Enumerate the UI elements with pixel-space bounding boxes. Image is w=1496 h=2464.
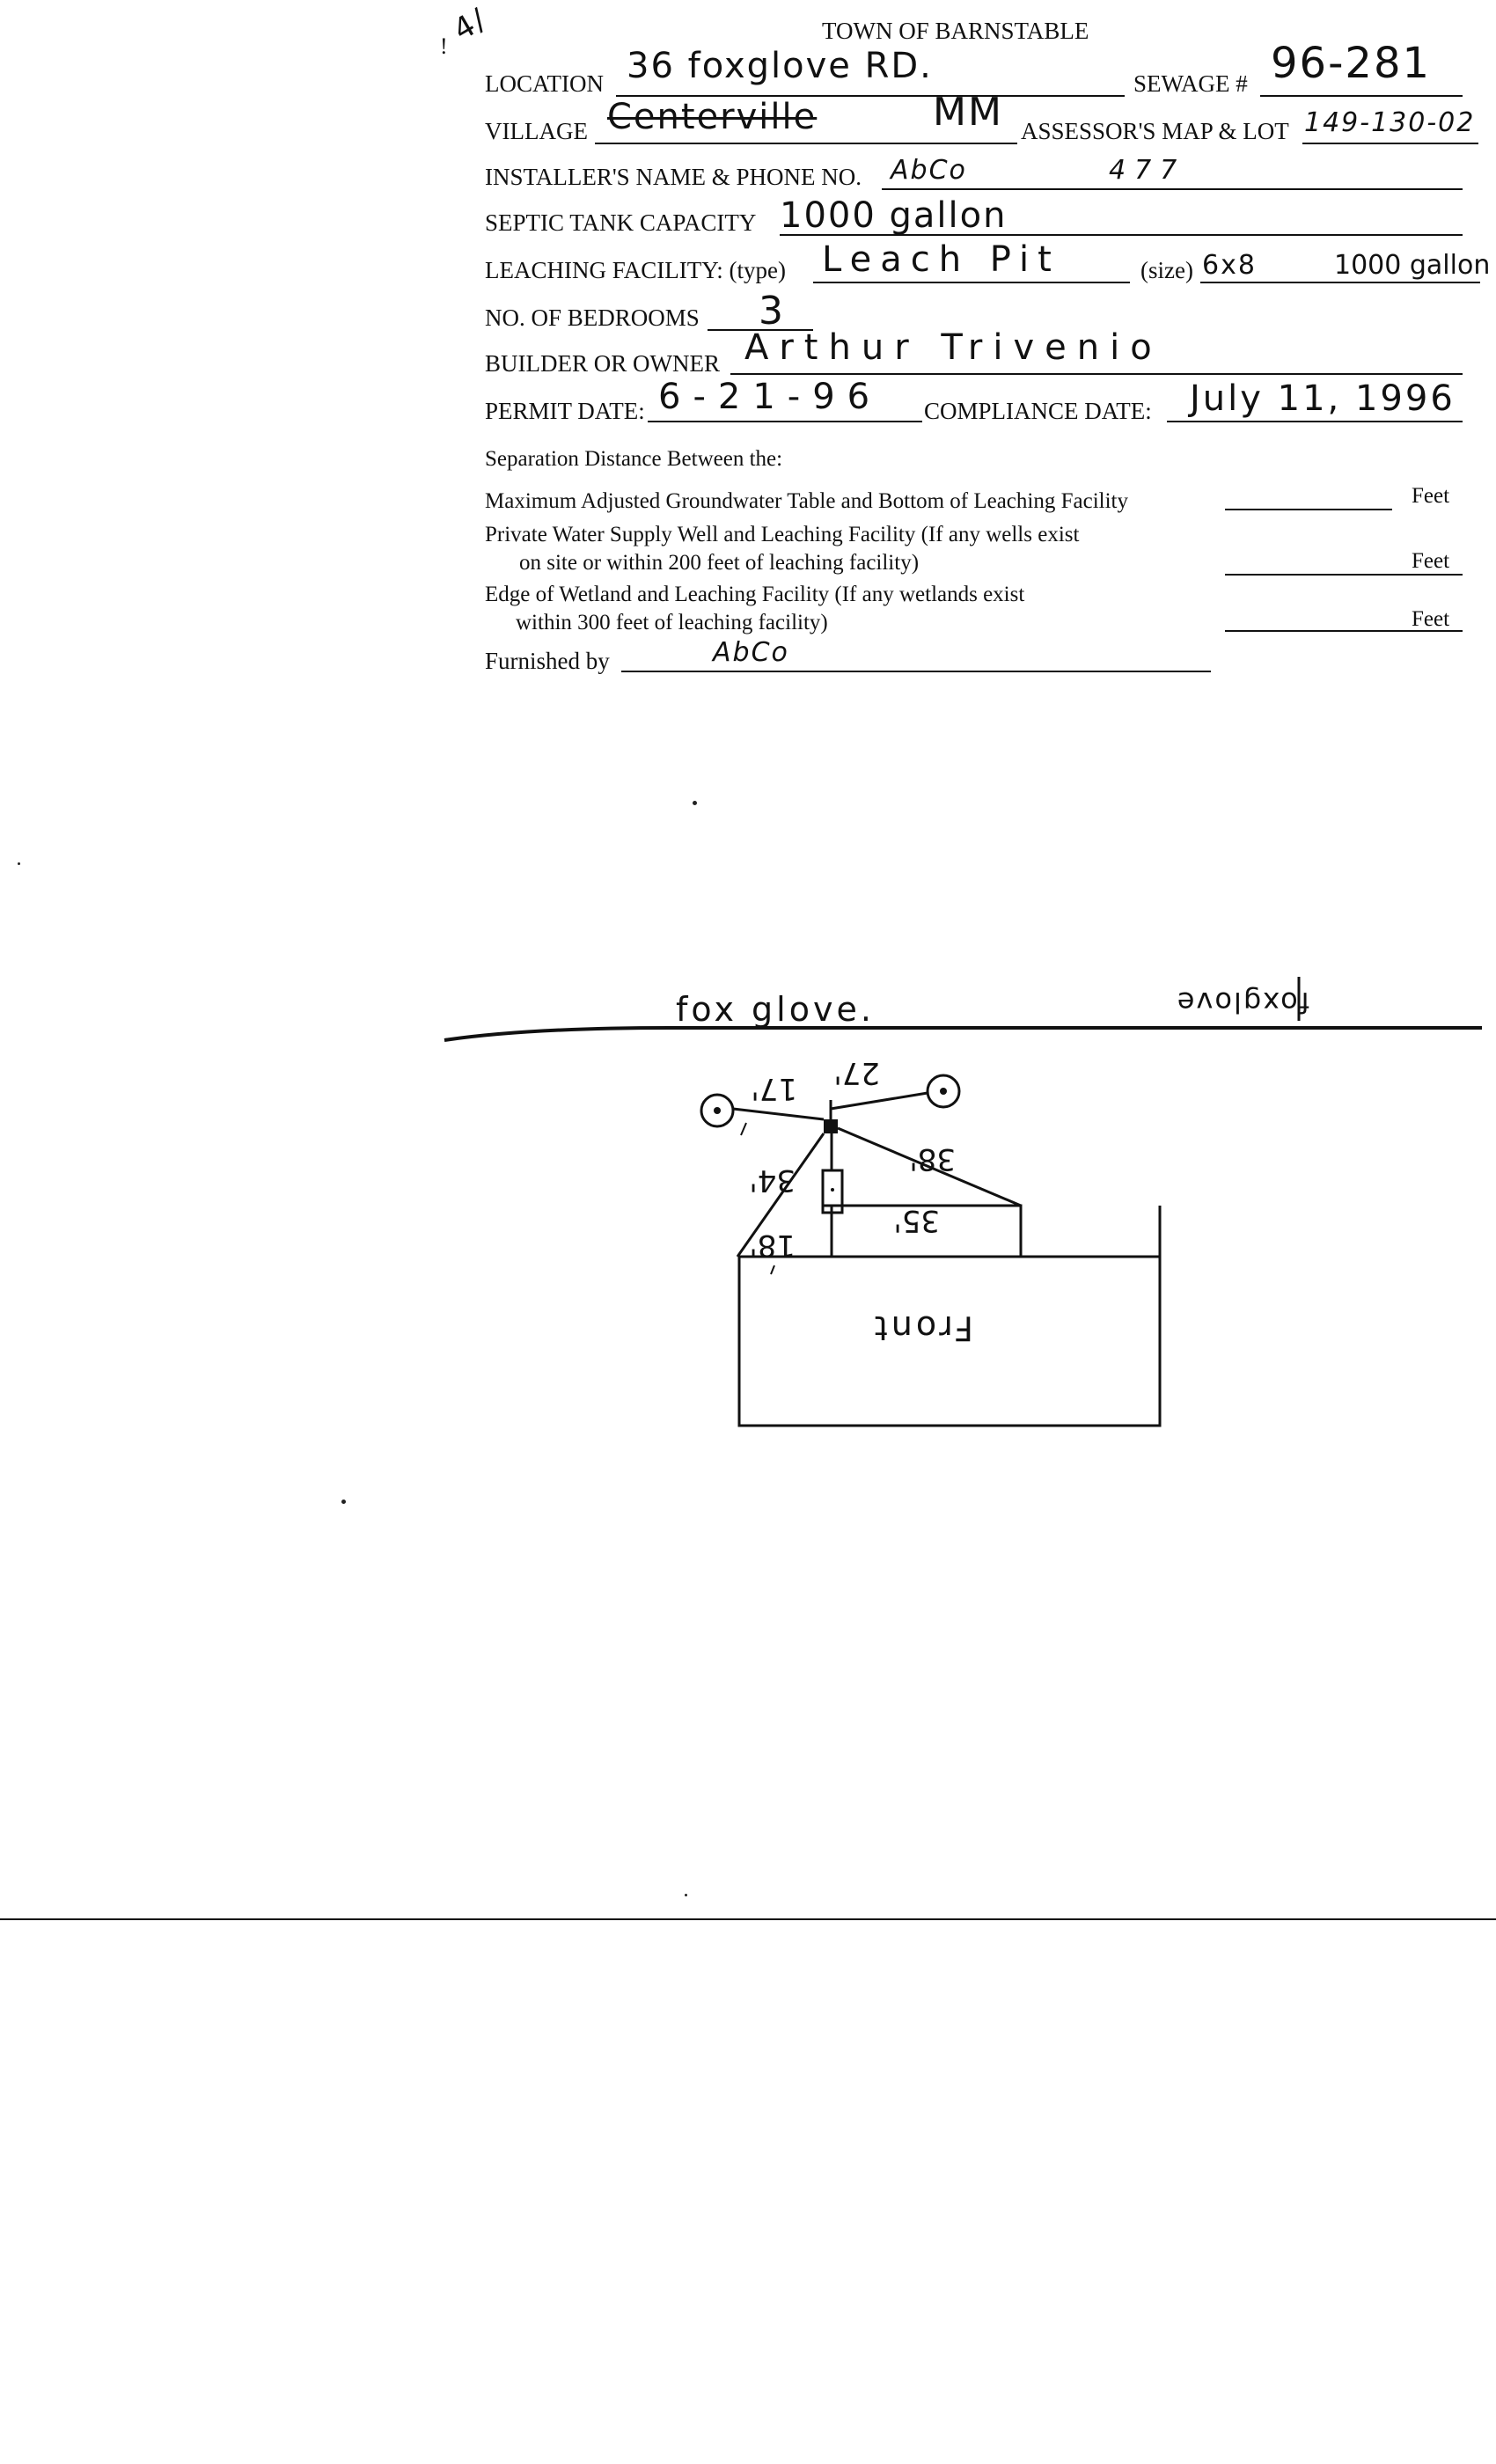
dimension-35: 35' (893, 1203, 940, 1238)
installer-phone: 477 (1109, 155, 1186, 186)
separation-row-1-unit: Feet (1412, 484, 1450, 508)
permit-label: PERMIT DATE: (485, 398, 645, 424)
furnished-label: Furnished by (485, 648, 610, 674)
installer-label: INSTALLER'S NAME & PHONE NO. (485, 164, 862, 190)
leach-pit-right-center (940, 1088, 947, 1095)
corner-mark: 4/ (447, 1, 494, 48)
septic-tank-dot (831, 1188, 834, 1192)
speck (685, 1894, 687, 1896)
permit-value: 6-21-96 (658, 377, 883, 417)
location-label: LOCATION (485, 70, 604, 97)
street-label-inverted: foxglove (1175, 986, 1309, 1019)
corner-tick: ! (440, 33, 448, 59)
village-value: MM (933, 90, 1003, 135)
sewage-label: SEWAGE # (1133, 70, 1248, 97)
tank-label: SEPTIC TANK CAPACITY (485, 209, 757, 236)
tank-value: 1000 gallon (780, 195, 1008, 236)
installer-name: AbCo (891, 155, 967, 186)
assessor-value: 149-130-02 (1304, 107, 1476, 138)
leaching-label: LEACHING FACILITY: (type) (485, 257, 786, 283)
separation-row-1-line1: Maximum Adjusted Groundwater Table and Bottom of Leaching Facility (485, 489, 1128, 513)
owner-label: BUILDER OR OWNER (485, 350, 720, 377)
compliance-value: July 11, 1996 (1190, 378, 1456, 419)
front-label: Front (870, 1309, 973, 1347)
separation-row-3-line1: Edge of Wetland and Leaching Facility (If any wetlands exist (485, 583, 1025, 606)
assessor-label: ASSESSOR'S MAP & LOT (1021, 118, 1289, 144)
village-struck-value: Centerville (607, 97, 818, 137)
furnished-value: AbCo (713, 637, 789, 668)
tick-mark (771, 1265, 774, 1274)
compliance-label: COMPLIANCE DATE: (924, 398, 1152, 424)
separation-row-3-line2: within 300 feet of leaching facility) (516, 611, 828, 634)
separation-row-2-line2: on site or within 200 feet of leaching facility) (519, 551, 920, 575)
bedrooms-value: 3 (759, 289, 785, 334)
tie-line-right-pit (831, 1093, 928, 1109)
village-label: VILLAGE (485, 118, 588, 144)
leaching-size-label: (size) (1140, 257, 1193, 283)
leach-pit-left-center (714, 1107, 721, 1114)
dimension-34: 34' (749, 1162, 796, 1198)
tie-line-left-pit (733, 1109, 824, 1119)
dimension-38: 38' (909, 1141, 956, 1177)
leaching-size-value-2: 1000 gallon (1334, 250, 1491, 281)
location-value: 36 foxglove RD. (627, 46, 933, 86)
page-divider (0, 1918, 1496, 1920)
separation-heading: Separation Distance Between the: (485, 447, 783, 471)
separation-row-2-unit: Feet (1412, 549, 1450, 573)
dimension-18: 18' (749, 1228, 796, 1263)
street-label: fox glove. (676, 990, 875, 1029)
distribution-box (824, 1119, 838, 1133)
form-title: TOWN OF BARNSTABLE (822, 18, 1089, 44)
separation-row-3-unit: Feet (1412, 607, 1450, 631)
leaching-type-value: Leach Pit (822, 239, 1060, 280)
separation-row-2-line1: Private Water Supply Well and Leaching Facility (If any wells exist (485, 523, 1080, 546)
sewage-value: 96-281 (1271, 39, 1432, 88)
dimension-17: 17' (751, 1071, 797, 1106)
tick-mark (741, 1123, 746, 1135)
dimension-27: 27' (833, 1055, 880, 1090)
street-line (444, 1028, 1482, 1040)
owner-value: Arthur Trivenio (744, 327, 1162, 368)
leaching-size-value: 6x8 (1202, 250, 1257, 281)
bedrooms-label: NO. OF BEDROOMS (485, 304, 700, 331)
